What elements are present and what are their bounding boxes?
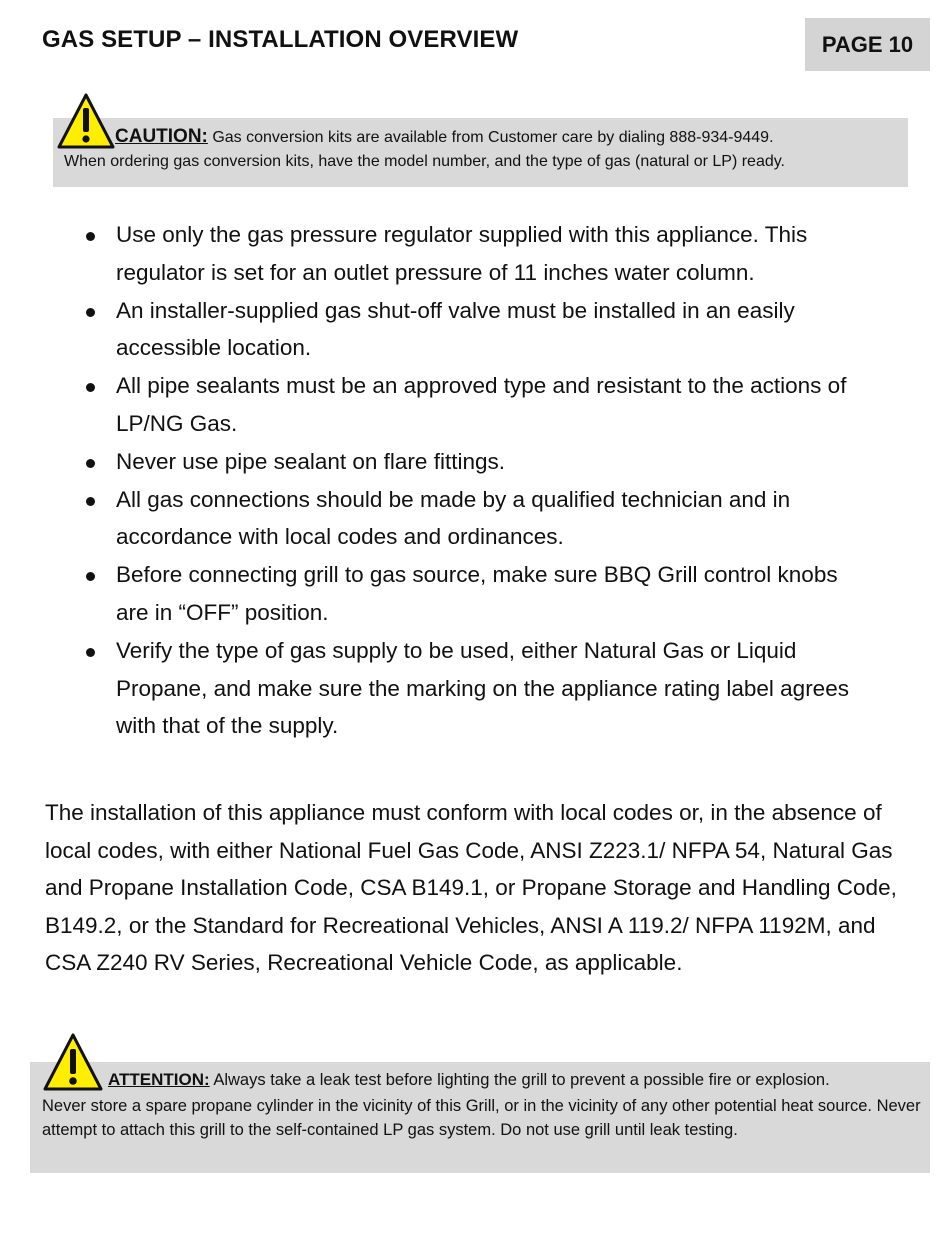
bullet-icon: [86, 497, 95, 506]
caution-line-1: [115, 126, 774, 148]
bullet-icon: [86, 232, 95, 241]
attention-label: ATTENTION:: [108, 1070, 210, 1089]
attention-line-1: [108, 1070, 830, 1090]
list-item: [86, 481, 876, 557]
bullet-icon: [86, 383, 95, 392]
list-item-text: Before connecting grill to gas source, make sure BBQ Grill control knobs are in “OFF” position.: [116, 562, 838, 625]
list-item-text: Verify the type of gas supply to be used, either Natural Gas or Liquid Propane, and make sure the marking on the appliance rating label agrees with that of the supply.: [116, 637, 849, 739]
caution-box: [53, 118, 908, 187]
warning-triangle-icon: [56, 92, 116, 150]
attention-box: [30, 1062, 930, 1173]
bullet-icon: [86, 648, 95, 657]
bullet-icon: [86, 459, 95, 468]
installation-code-paragraph: The installation of this appliance must conform with local codes or, in the absence of local codes, with either National Fuel Gas Code, ANSI Z223.1/ NFPA 54, Natural Gas and Propane Installation Code, CSA B149.1, or Propane Storage and Handling Code, B149.2, or the Standard for Recreational Vehicles, ANSI A 119.2/ NFPA 1192M, and CSA Z240 RV Series, Recreational Vehicle Code, as applicable.: [45, 800, 897, 976]
list-item-text: All gas connections should be made by a qualified technician and in accordance with local codes and ordinances.: [116, 486, 791, 550]
list-item-text: Use only the gas pressure regulator supplied with this appliance. This regulator is set for an outlet pressure of 11 inches water column.: [116, 222, 808, 285]
list-item-text: All pipe sealants must be an approved type and resistant to the actions of LP/NG Gas.: [116, 373, 847, 436]
caution-text-1: Gas conversion kits are available from Customer care by dialing 888-934-9449.: [207, 129, 774, 146]
list-item: [86, 292, 876, 368]
list-item: [86, 367, 876, 443]
page-number-badge: PAGE 10: [805, 18, 930, 71]
caution-label: CAUTION:: [115, 126, 208, 147]
bullet-icon: [86, 308, 95, 317]
list-item: [86, 216, 876, 292]
list-item-text: Never use pipe sealant on flare fittings.: [116, 448, 505, 474]
list-item: [86, 443, 876, 481]
list-item-text: An installer-supplied gas shut-off valve must be installed in an easily accessible location.: [116, 297, 795, 361]
attention-text-1: Always take a leak test before lighting the grill to prevent a possible fire or explosion.: [209, 1071, 830, 1089]
list-item: [86, 556, 876, 632]
list-item: [86, 632, 876, 745]
attention-text-2: Never store a spare propane cylinder in the vicinity of this Grill, or in the vicinity of any other potential heat source. Never attempt to attach this grill to the self-contained LP gas system. Do not use grill until leak testing.: [42, 1097, 921, 1140]
bullet-icon: [86, 572, 95, 581]
caution-text-2: When ordering gas conversion kits, have the model number, and the type of gas (natural or LP) ready.: [64, 153, 785, 170]
requirements-list: [86, 216, 876, 745]
warning-triangle-icon: [42, 1032, 104, 1092]
page-title: GAS SETUP – INSTALLATION OVERVIEW: [42, 26, 519, 53]
